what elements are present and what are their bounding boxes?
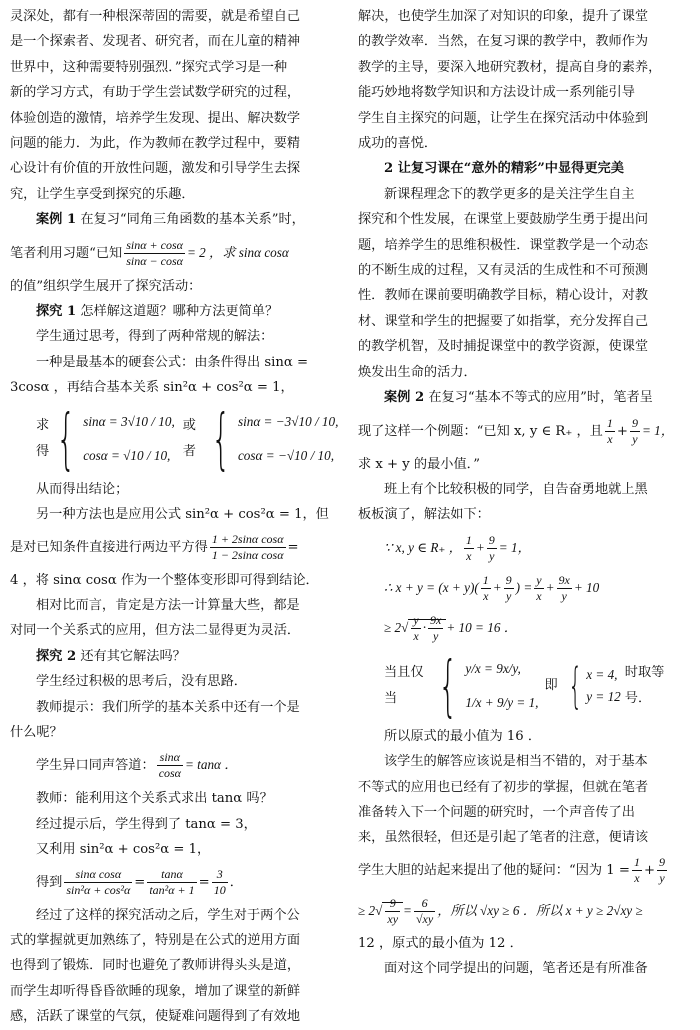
numerator: 1 + 2sinα cosα (211, 531, 284, 546)
equality-condition (358, 648, 684, 724)
denominator: y (433, 629, 439, 644)
case1-heading (10, 207, 336, 232)
wrong-inequality: ≥ 2√ $\frac{9}{xy}$ = $\frac{6}{√xy}$ ，所以 √xy ≥ 6 ．所以 x + y ≥ 2√xy ≥ (358, 896, 643, 927)
text-line: 心设计有价值的开放性问题，激发和引导学生去探 (10, 161, 301, 177)
math-text: = (287, 539, 299, 555)
denominator: x (536, 589, 542, 604)
text-line: 新的学习方式，有助于学生尝试数学研究的过程， (10, 85, 301, 101)
denominator: √xy (415, 912, 434, 927)
denominator: sin²α + cos²α (66, 882, 131, 897)
section-heading: 2 让复习课在“意外的精彩”中显得更完美 (384, 161, 624, 177)
text-line: 该学生的解答应该说是相当不错的，对于基本 (384, 754, 648, 770)
text-fragment: 现了这样一个例题：“已知 x, y ∈ R₊ ，且 (358, 423, 603, 439)
text-line: 不等式的应用也已经有了初步的掌握，但就在笔者 (358, 779, 649, 795)
text-fragment: 当且仅当 (384, 665, 424, 706)
student-question: 学生大胆的站起来提出了他的疑问：“因为 1 = $\frac{1}{x}$ + $\frac{9}{y}$ (358, 854, 666, 885)
text-line: 教学的主导，要深入地研究教材，提高自身的素养， (358, 59, 662, 75)
text-line: 另一种方法也是应用公式 sin²α + cos²α = 1，但 (36, 507, 329, 523)
system-rows (586, 664, 621, 708)
text-line: 成功的喜悦． (358, 136, 438, 152)
numerator: sinα + cosα (126, 237, 183, 252)
numerator: 3 (212, 867, 228, 883)
equation: 1/x + 9/y = 1, (465, 694, 539, 710)
text-line: 班上有个比较积极的同学，自告奋勇地就上黑 (384, 481, 648, 497)
solution-system (10, 399, 339, 477)
text-line: 一种是最基本的硬套公式：由条件得出 sinα = (36, 354, 309, 370)
math-text: = 1， (498, 539, 531, 555)
text-fragment: 求得 (36, 418, 50, 459)
fraction (411, 613, 420, 644)
brace: { (438, 646, 458, 724)
fraction (124, 238, 185, 269)
result-equation: 得到 $\frac{\text{sinα cosα}}{\text{sin²α + cos²α}}$ = $\frac{\tan\alpha}{\text{tan²α + 1}}$ = $\frac{3}{10}$ ． (36, 866, 243, 897)
denominator: x (634, 870, 640, 885)
math-text: ) = (515, 579, 533, 595)
proof-step-3: ≥ 2√ $\frac{y}{x}$ · $\frac{9x}{y}$ + 10 = 16 ． (384, 613, 517, 644)
math-text: + 10 = 16 ． (446, 619, 517, 635)
text-line: 世界中，这种需要特别强烈．”探究式学习是一种 (10, 59, 288, 75)
text-line: 能巧妙地将数学知识和方法设计成一系列能引导 (358, 85, 635, 101)
math-text: ，所以 √xy ≥ 6 ．所以 x + y ≥ 2√xy ≥ (437, 902, 643, 918)
case1-label: 案例 1 (36, 212, 77, 228)
text-line: 教师提示：我们所学的基本关系中还有一个是 (36, 699, 300, 715)
text-line: 的不断生成的过程，又有灵活的生成性和不可预测 (358, 263, 649, 279)
math-text: + 10 (573, 579, 600, 595)
system-rows (83, 405, 175, 473)
denominator: tan²α + 1 (149, 882, 195, 897)
math-text: ∵ x, y ∈ R₊ ， (384, 539, 462, 555)
text-line: 4 ，将 sinα cosα 作为一个整体变形即可得到结论． (10, 572, 319, 588)
denominator: 1 − 2sinα cosα (211, 547, 284, 562)
brace: { (211, 399, 231, 477)
case1-text: 在复习“同角三角函数的基本关系”时， (80, 212, 305, 228)
explore2-label: 探究 2 (36, 648, 77, 664)
denominator: 10 (213, 882, 226, 897)
text-fragment: 学生异口同声答道： (36, 758, 155, 774)
denominator: y (659, 870, 665, 885)
case2-heading (358, 385, 684, 410)
radicand (382, 896, 403, 927)
text-line: 又利用 sin²α + cos²α = 1， (36, 842, 211, 858)
case2-label: 案例 2 (384, 390, 425, 406)
case2-text: 在复习“基本不等式的应用”时，笔者呈 (428, 390, 653, 406)
left-column (10, 4, 339, 1030)
fraction (157, 750, 183, 781)
text-line: 题，培养学生的思维积极性．课堂教学是一个动态 (358, 237, 649, 253)
denominator: y (506, 589, 512, 604)
math-text: = 2 ，求 sinα cosα (186, 244, 289, 260)
text-line: 探究和个性发展，在课堂上要鼓励学生勇于提出问 (358, 212, 649, 228)
text-line: 的值”组织学生展开了探究活动： (10, 278, 202, 294)
text-line: 对同一个关系式的应用，但方法二显得更为灵活． (10, 623, 301, 639)
text-line: 性．教师在课前要明确教学目标，精心设计，对教 (358, 288, 649, 304)
denominator: y (632, 431, 638, 446)
text-line: 的教学机智，及时捕捉课堂中的教学资源，使课堂 (358, 339, 649, 355)
text-line: 面对这个同学提出的问题，笔者还是有所准备 (384, 961, 648, 977)
text-line: 12 ，原式的最小值为 12 ． (358, 935, 523, 951)
student-answer (10, 745, 336, 786)
fraction (210, 532, 286, 563)
fraction (147, 867, 196, 898)
text-line: 求 x + y 的最小值．” (358, 456, 480, 472)
text-line: 新课程理念下的教学更多的是关注学生自主 (384, 186, 635, 202)
text-fragment: 学生大胆的站起来提出了他的疑问：“因为 1 = (358, 862, 630, 878)
numerator: 9 (385, 896, 400, 912)
brace: { (56, 399, 76, 477)
fraction (464, 533, 474, 564)
numerator: 9x (558, 573, 570, 588)
equation: y = 12 (586, 688, 621, 704)
fraction (385, 896, 400, 927)
fraction (630, 416, 640, 447)
numerator: tanα (147, 867, 196, 883)
proof-step-1: ∵ x, y ∈ R₊ ， $\frac{1}{x}$ + $\frac{9}{y}$ = 1， (384, 533, 531, 564)
denominator: cosα (158, 766, 181, 781)
text-line: 究，让学生享受到探究的乐趣． (10, 186, 195, 202)
text-line: 式的掌握就更加熟练了，特别是在公式的逆用方面 (10, 932, 301, 948)
text-fragment: 即 (544, 678, 558, 694)
example-statement: 现了这样一个例题：“已知 x, y ∈ R₊ ，且 $\frac{1}{x}$ + $\frac{9}{y}$ = 1， (358, 415, 674, 446)
numerator: 1 (606, 415, 613, 430)
squared-equation (10, 528, 336, 568)
denominator: x (466, 549, 472, 564)
math-text: ≥ 2 (384, 619, 402, 635)
math-text: = tanα ． (184, 757, 238, 773)
text-fragment: 时取等号． (624, 665, 665, 706)
radicand: $\frac{y}{x}$ · $\frac{9x}{y}$ (408, 619, 446, 635)
text-line: 学生自主探究的问题，让学生在探究活动中体验到 (358, 110, 649, 126)
numerator: 1 (482, 573, 489, 588)
numerator: 9 (631, 415, 638, 430)
text-line: 而学生却听得昏昏欲睡的现象，增加了课堂的新鲜 (10, 983, 301, 999)
fraction (632, 855, 642, 886)
text-line: 所以原式的最小值为 16 ． (384, 728, 542, 744)
numerator: sinα cosα (64, 867, 132, 883)
text-fragment: 或者 (182, 418, 196, 459)
denominator: y (561, 589, 567, 604)
system-rows (238, 405, 338, 473)
text-line: 从而得出结论； (36, 481, 129, 497)
fraction (64, 867, 132, 898)
fraction (428, 613, 443, 644)
text-line: 经过提示后，学生得到了 tanα = 3， (36, 816, 257, 832)
text-line: 来，虽然很轻，但还是引起了笔者的注意，便请该 (358, 830, 649, 846)
text-line: 体验创造的激情，培养学生发现、提出、解决数学 (10, 110, 301, 126)
explore2-text: 还有其它解法吗？ (80, 648, 186, 664)
equation: x = 4, (586, 666, 618, 682)
denominator: x (413, 629, 419, 644)
text-line: 学生经过积极的思考后，没有思路． (36, 674, 247, 690)
text-fragment: 是对已知条件直接进行两边平方得 (10, 539, 208, 555)
fraction (657, 855, 667, 886)
text-line: 问题的能力．为此，作为教师在教学过程中，要精 (10, 136, 301, 152)
text-line: 灵深处，都有一种根深蒂固的需要，就是希望自己 (10, 9, 301, 24)
numerator: 6 (414, 896, 435, 912)
text-line: 准备转入下一个问题的研究时，一个声音传了出 (358, 804, 635, 820)
math-text: ∴ x + y = (x + y)( (384, 579, 479, 595)
fraction (605, 416, 615, 447)
text-line: 感，活跃了课堂的气氛，使疑难问题得到了有效地 (10, 1009, 301, 1025)
text-line: 教师：能利用这个关系式求出 tanα 吗？ (36, 791, 273, 807)
equation: sinα = 3√10 / 10, (83, 413, 175, 429)
fraction (481, 573, 491, 604)
system-rows (465, 652, 538, 720)
text-fragment: 得到 (36, 874, 63, 890)
brace: { (568, 657, 582, 714)
fraction (504, 573, 514, 604)
numerator: y (536, 573, 542, 588)
case1-exercise (10, 233, 336, 274)
equation: sinα = −3√10 / 10, (237, 413, 339, 429)
fraction (414, 896, 435, 927)
fraction (212, 867, 228, 898)
numerator: sinα (157, 750, 183, 766)
explore2-heading (10, 644, 336, 669)
denominator: sinα − cosα (126, 253, 183, 268)
numerator: 9 (505, 573, 512, 588)
fraction (557, 573, 572, 604)
denominator: x (607, 431, 613, 446)
denominator: xy (387, 912, 399, 927)
text-line: 学生通过思考，得到了两种常规的解法： (36, 329, 274, 345)
text-line: 经过了这样的探究活动之后，学生对于两个公 (36, 907, 300, 923)
numerator: 1 (633, 854, 640, 869)
text-line: 板板演了，解法如下： (358, 507, 490, 523)
denominator: y (489, 549, 495, 564)
fraction (487, 533, 497, 564)
explore1-heading (10, 299, 336, 324)
equation: cosα = √10 / 10, (83, 447, 171, 463)
equation: y/x = 9x/y, (465, 660, 521, 676)
math-text: ≥ 2 (358, 902, 376, 918)
numerator: 1 (465, 533, 472, 548)
right-column (358, 4, 684, 982)
text-line: 的教学效率．当然，在复习课的教学中，教师作为 (358, 34, 649, 50)
numerator: 9 (659, 854, 666, 869)
text-line: 3cosα ，再结合基本关系 sin²α + cos²α = 1， (10, 380, 294, 396)
text-fragment: 笔者利用习题“已知 (10, 245, 123, 261)
text-line: 解决，也使学生加深了对知识的印象，提升了课堂 (358, 9, 649, 24)
text-line: 也得到了锻炼．同时也避免了教师讲得头头是道， (10, 958, 301, 974)
text-line: 材、课堂和学生的把握要了如指掌，充分发挥自己 (358, 313, 649, 329)
text-line: 焕发出生命的活力． (358, 364, 477, 380)
denominator: x (483, 589, 489, 604)
text-line: 相对比而言，肯定是方法一计算量大些，都是 (36, 597, 300, 613)
numerator: y (413, 613, 419, 628)
text-line: 是一个探索者、发现者、研究者，而在儿童的精神 (10, 34, 301, 50)
numerator: 9x (430, 613, 442, 628)
equation: cosα = −√10 / 10, (237, 447, 335, 463)
fraction (534, 573, 543, 604)
text-line: 什么呢？ (10, 724, 63, 740)
explore1-text: 怎样解这道题？哪种方法更简单？ (80, 304, 279, 320)
proof-step-2: ∴ x + y = (x + y)( $\frac{1}{x}$ + $\frac{9}{y}$ ) = $\frac{y}{x}$ + $\frac{9x}{y}$ + 10 (384, 573, 600, 604)
numerator: 9 (488, 533, 495, 548)
math-text: = 1， (641, 422, 674, 438)
explore1-label: 探究 1 (36, 304, 77, 320)
